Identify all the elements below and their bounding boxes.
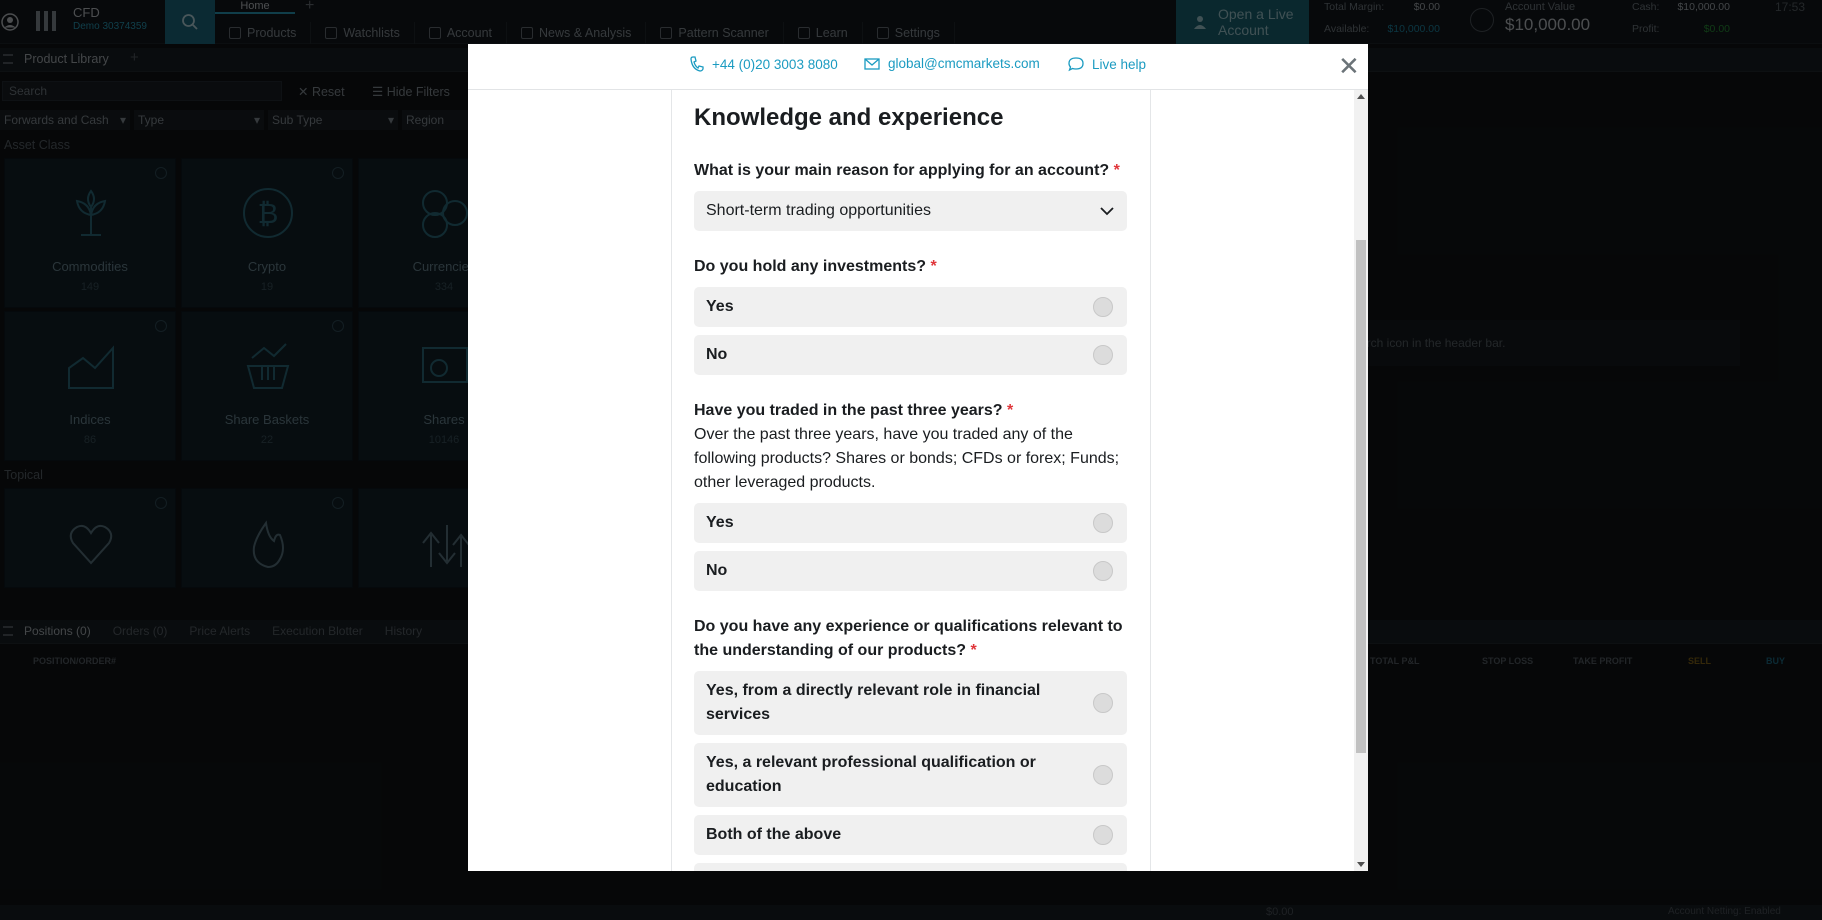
- radio-button[interactable]: [1093, 693, 1113, 713]
- radio-button[interactable]: [1093, 825, 1113, 845]
- option-traded-yes[interactable]: Yes: [694, 503, 1127, 543]
- radio-button[interactable]: [1093, 345, 1113, 365]
- question-investments: Do you hold any investments? *: [694, 258, 937, 275]
- chat-icon: [1068, 56, 1084, 72]
- question-traded: Have you traded in the past three years? * Over the past three years, have you traded any of the following products? Shares or bonds; CFDs or forex; Funds; other leveraged products.: [694, 402, 1120, 491]
- question-main-reason: What is your main reason for applying for an account? *: [694, 162, 1120, 179]
- mail-icon: [864, 58, 880, 70]
- phone-link[interactable]: +44 (0)20 3003 8080: [690, 56, 838, 72]
- live-help-link[interactable]: Live help: [1068, 56, 1146, 72]
- phone-icon: [690, 56, 704, 72]
- modal-header: [468, 44, 1368, 90]
- option-experience-qualification[interactable]: Yes, a relevant professional qualification or education: [694, 743, 1127, 807]
- radio-button[interactable]: [1093, 513, 1113, 533]
- modal-scrollbar[interactable]: [1354, 90, 1368, 871]
- scroll-down-icon[interactable]: [1357, 862, 1365, 867]
- radio-button[interactable]: [1093, 561, 1113, 581]
- option-investments-yes[interactable]: Yes: [694, 287, 1127, 327]
- question-traded-description: Over the past three years, have you traded any of the following products? Shares or bonds; CFDs or forex; Funds; other leveraged products.: [694, 426, 1120, 491]
- chevron-down-icon: [1099, 203, 1115, 219]
- question-experience: Do you have any experience or qualifications relevant to the understanding of our products? *: [694, 618, 1123, 659]
- section-heading: Knowledge and experience: [694, 104, 1004, 131]
- close-icon[interactable]: ✕: [1338, 51, 1360, 81]
- option-experience-role[interactable]: Yes, from a directly relevant role in financial services: [694, 671, 1127, 735]
- scroll-up-icon[interactable]: [1357, 94, 1365, 99]
- scroll-thumb[interactable]: [1356, 240, 1366, 753]
- option-experience-both[interactable]: Both of the above: [694, 815, 1127, 855]
- radio-button[interactable]: [1093, 297, 1113, 317]
- email-link[interactable]: global@cmcmarkets.com: [864, 56, 1040, 71]
- main-reason-select[interactable]: Short-term trading opportunities: [694, 191, 1127, 231]
- option-investments-no[interactable]: No: [694, 335, 1127, 375]
- option-traded-no[interactable]: No: [694, 551, 1127, 591]
- option-experience-next-partial[interactable]: [694, 863, 1127, 871]
- radio-button[interactable]: [1093, 765, 1113, 785]
